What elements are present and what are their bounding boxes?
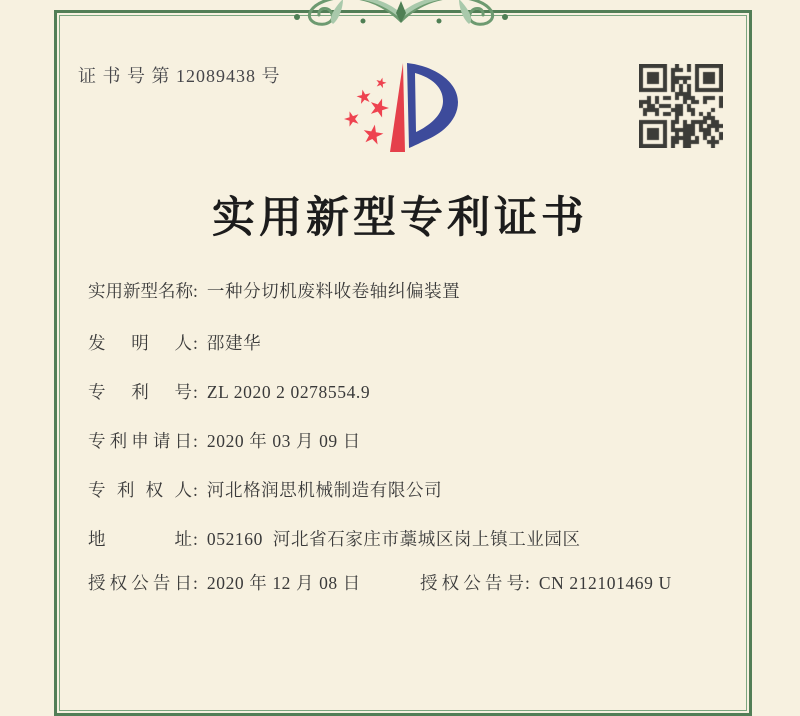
field-value: 一种分切机废料收卷轴纠偏装置 — [206, 281, 461, 301]
logo-stars — [342, 76, 391, 145]
field-label: 地址 — [88, 529, 192, 549]
field-row-address — [88, 529, 581, 549]
field-row-utility-model-name — [88, 281, 460, 301]
field-value: 邵建华 — [206, 333, 262, 353]
qr-code — [639, 64, 723, 148]
field-row-filing-date — [88, 431, 361, 451]
field-label: 专利权人 — [88, 480, 192, 500]
field-row-patentee — [88, 480, 442, 500]
field-colon: : — [193, 333, 198, 353]
cnipa-patent-logo — [340, 56, 465, 162]
certificate-number: 证 书 号 第 12089438 号 — [78, 66, 281, 86]
field-row-inventor — [88, 333, 261, 353]
top-flourish-ornament — [283, 0, 519, 29]
field-colon: : — [193, 281, 198, 301]
logo-red-wedge — [390, 63, 405, 152]
field-value: 052160 河北省石家庄市藁城区岗上镇工业园区 — [206, 529, 581, 549]
field-row-grant-date — [88, 573, 672, 593]
field-value: CN 212101469 U — [538, 573, 672, 593]
field-colon: : — [193, 431, 198, 451]
field-colon: : — [193, 573, 198, 593]
field-colon: : — [193, 480, 198, 500]
field-value: 河北格润思机械制造有限公司 — [206, 480, 443, 500]
field-label: 授权公告日 — [88, 573, 192, 593]
field-value: ZL 2020 2 0278554.9 — [206, 382, 371, 402]
field-label: 专利号 — [88, 382, 192, 402]
certificate-title: 实用新型专利证书 — [212, 195, 588, 242]
field-label: 发明人 — [88, 333, 192, 353]
field-value: 2020 年 03 月 09 日 — [206, 431, 361, 451]
field-colon: : — [193, 382, 198, 402]
field-label: 实用新型名称 — [88, 281, 193, 301]
field-colon: : — [525, 573, 530, 593]
logo-blue-p — [407, 63, 458, 148]
field-row-grant-number — [420, 573, 672, 593]
field-label: 授权公告号 — [420, 573, 524, 593]
field-value: 2020 年 12 月 08 日 — [206, 573, 361, 593]
field-label: 专利申请日 — [88, 431, 192, 451]
field-colon: : — [193, 529, 198, 549]
field-row-patent-number — [88, 382, 370, 402]
